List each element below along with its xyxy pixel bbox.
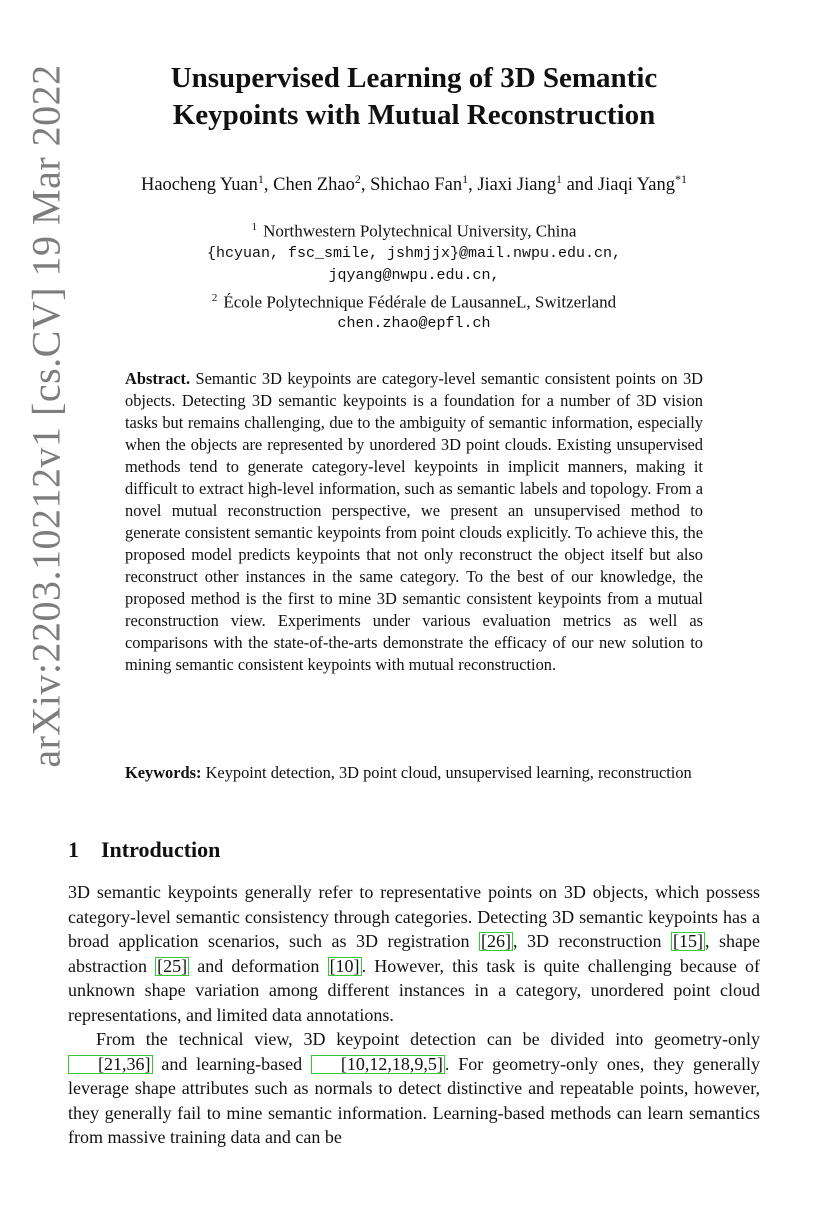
title-line-1: Unsupervised Learning of 3D Semantic xyxy=(170,62,658,94)
author-list xyxy=(70,172,758,196)
author-separator: and xyxy=(561,175,598,196)
citation-link[interactable]: [10] xyxy=(329,955,360,976)
paragraph-text: , shape abstraction xyxy=(68,931,761,976)
affiliation-1 xyxy=(70,216,758,243)
author-name: Jiaxi Jiang xyxy=(477,175,556,196)
author xyxy=(140,172,274,196)
section-heading xyxy=(68,837,220,863)
author-separator: , xyxy=(360,175,371,196)
keywords-label: Keywords: xyxy=(125,763,202,782)
citation-link[interactable]: [26] xyxy=(481,931,511,951)
author-affil-marker: 2 xyxy=(354,172,361,186)
citation-link[interactable]: [15] xyxy=(673,931,704,951)
author xyxy=(597,172,688,196)
abstract-text: Semantic 3D keypoints are category-level semantic consistent points on 3D objects. Detecting 3D semantic keypoints is a foundation for a number of 3D vision tasks but remains challenging, due to the ambiguity of semantic information, especially when the objects are represented by unordered 3D point clouds. Existing unsupervised methods tend to generate category-level keypoints in implicit manners, making it difficult to extract high-level information, such as semantic labels and topology. From a novel mutual reconstruction perspective, we present an unsupervised method to generate consistent semantic keypoints from point clouds explicitly. To achieve this, the proposed model predicts keypoints that not only reconstruct the object itself but also reconstruct other instances in the same category. To the best of our knowledge, the proposed method is the first to mine 3D semantic consistent keypoints from a mutual reconstruction view. Experiments under various evaluation metrics as well as comparisons with the state-of-the-arts demonstrate the efficacy of our new solution to mining semantic consistent keypoints with mutual reconstruction. xyxy=(125,369,703,674)
author-name: Jiaqi Yang xyxy=(597,175,676,196)
affiliation-name: Northwestern Polytechnical University, China xyxy=(263,221,577,241)
author-affil-marker: 1 xyxy=(555,172,562,186)
abstract xyxy=(125,368,703,676)
arxiv-identifier: arXiv:2203.10212v1 [cs.CV] 19 Mar 2022 xyxy=(23,64,69,768)
keywords-text: Keypoint detection, 3D point cloud, unsupervised learning, reconstruction xyxy=(205,763,692,782)
citation-link[interactable]: [10,12,18,9,5] xyxy=(311,1055,445,1074)
author-affil-marker: 1 xyxy=(257,172,264,186)
author-name: Chen Zhao xyxy=(273,175,355,196)
author xyxy=(477,172,598,196)
paragraph-text: , 3D reconstruction xyxy=(513,931,672,951)
author xyxy=(370,172,478,196)
paragraph-text: . However, this task is quite challenging because of unknown shape variation among different instances in a category, unordered point cloud representations, and limited data annotations. xyxy=(68,955,760,1025)
email-line: chen.zhao@epfl.ch xyxy=(337,315,491,333)
author-affil-marker: 1 xyxy=(462,172,469,186)
email-line: {hcyuan, fsc_smile, jshmjjx}@mail.nwpu.edu.cn, xyxy=(206,244,622,262)
paragraph-text: and deformation xyxy=(189,955,328,976)
author xyxy=(273,172,371,196)
introduction-body xyxy=(68,880,760,1150)
arxiv-side-stamp xyxy=(16,60,76,772)
section-number: 1 xyxy=(68,837,79,862)
citation-link[interactable]: [21,36] xyxy=(68,1055,153,1074)
affiliations xyxy=(70,216,758,335)
affiliation-marker: 2 xyxy=(211,291,218,304)
author-name: Shichao Fan xyxy=(370,175,463,196)
section-title: Introduction xyxy=(101,837,221,862)
paragraph-text: From the technical view, 3D keypoint detection can be divided into geometry-only xyxy=(96,1029,760,1049)
paragraph-text: 3D semantic keypoints generally refer to representative points on 3D objects, which possess category-level semantic consistency through categories. Detecting 3D semantic keypoints has a broad application scenarios, such as 3D registration xyxy=(68,882,760,951)
affiliation-name: École Polytechnique Fédérale de LausanneL, Switzerland xyxy=(223,292,617,312)
title-line-2: Keypoints with Mutual Reconstruction xyxy=(172,99,656,131)
author-name: Haocheng Yuan xyxy=(140,175,258,196)
affiliation-marker: 1 xyxy=(251,221,258,233)
paper-title xyxy=(100,60,728,134)
abstract-label: Abstract. xyxy=(125,369,191,388)
keywords xyxy=(125,762,703,784)
paragraph xyxy=(68,1027,760,1150)
author-separator: , xyxy=(468,175,478,196)
author-affil-marker: *1 xyxy=(675,172,688,186)
affiliation-2 xyxy=(70,287,758,314)
paragraph-text: and learning-based xyxy=(152,1053,311,1074)
author-separator: , xyxy=(263,175,274,196)
paragraph xyxy=(68,880,760,1027)
citation-link[interactable]: [25] xyxy=(157,955,188,976)
paragraph-text: . For geometry-only ones, they generally leverage shape attributes such as normals to detect distinctive and repeatable points, however, they generally fail to mine semantic information. Learning-based methods can learn semantics from massive training data and can be xyxy=(68,1053,760,1147)
email-line: jqyang@nwpu.edu.cn, xyxy=(328,266,500,284)
